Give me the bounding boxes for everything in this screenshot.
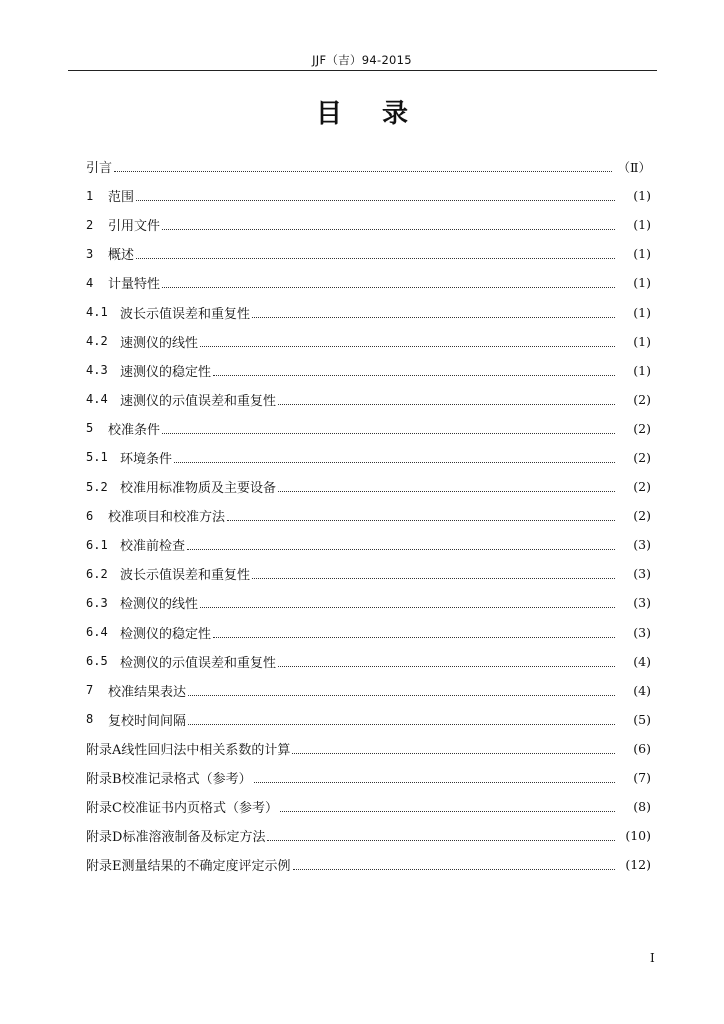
toc-entry-number: 4.1 (86, 305, 108, 320)
toc-entry[interactable] (86, 647, 651, 676)
toc-entry-page: (3) (633, 566, 651, 582)
toc-entry-number: 1 (86, 188, 94, 203)
toc-entry-page: (1) (633, 188, 651, 204)
toc-entry-page: (2) (633, 420, 651, 436)
toc-entry[interactable] (86, 792, 651, 821)
toc-entry[interactable] (86, 385, 651, 414)
toc-entry-label: 波长示值误差和重复性 (120, 306, 251, 322)
toc-entry-number: 6.2 (86, 566, 108, 581)
toc-leader-dots (114, 157, 611, 172)
toc-entry[interactable] (86, 327, 651, 356)
toc-leader-dots (254, 768, 615, 783)
toc-entry-page: (3) (633, 537, 651, 553)
toc-entry-page: (4) (633, 653, 651, 669)
toc-entry-label: 复校时间间隔 (108, 713, 187, 729)
toc-entry-label: 校准用标准物质及主要设备 (120, 481, 277, 497)
toc-entry-page: (5) (633, 711, 651, 727)
toc-entry-number: 6 (86, 508, 94, 523)
toc-entry-page: (12) (625, 857, 651, 873)
toc-entry[interactable] (86, 210, 651, 239)
toc-entry[interactable] (86, 530, 651, 559)
toc-entry-number: 4.4 (86, 392, 108, 407)
toc-entry-page: (10) (625, 828, 651, 844)
title-char-2: 录 (382, 99, 409, 129)
toc-entry[interactable] (86, 268, 651, 297)
toc-leader-dots (213, 361, 615, 376)
toc-entry-page: (8) (633, 799, 651, 815)
toc-entry-label: 范围 (108, 190, 135, 206)
toc-entry-number: 3 (86, 246, 94, 261)
toc-entry-number: 附录A (86, 742, 122, 758)
toc-entry-label: 引用文件 (108, 219, 161, 235)
toc-leader-dots (162, 419, 615, 434)
toc-leader-dots (136, 186, 615, 201)
toc-leader-dots (278, 477, 615, 492)
page-number: I (650, 951, 655, 965)
toc-entry-label: 检测仪的稳定性 (120, 626, 212, 642)
toc-leader-dots (278, 390, 615, 405)
toc-leader-dots (213, 623, 615, 638)
toc-entry-number: 6.4 (86, 625, 108, 640)
toc-entry-page: (1) (633, 217, 651, 233)
toc-entry-label: 校准条件 (108, 422, 161, 438)
toc-entry-page: (7) (633, 770, 651, 786)
toc-entry-number: 4.2 (86, 334, 108, 349)
toc-leader-dots (293, 855, 615, 870)
toc-leader-dots (252, 564, 615, 579)
toc-entry-page: (2) (633, 391, 651, 407)
toc-leader-dots (188, 710, 615, 725)
toc-entry-page: (3) (633, 624, 651, 640)
toc-entry-number: 5.1 (86, 450, 108, 465)
toc-leader-dots (200, 593, 615, 608)
toc-entry-page: (6) (633, 740, 651, 756)
table-of-contents (86, 152, 651, 879)
toc-entry-number: 附录B (86, 772, 122, 788)
toc-entry-label: 线性回归法中相关系数的计算 (121, 742, 291, 758)
toc-entry-label: 波长示值误差和重复性 (120, 568, 251, 584)
toc-entry[interactable] (86, 705, 651, 734)
toc-leader-dots (174, 448, 615, 463)
document-code: JJF（吉）94-2015 (312, 53, 412, 67)
toc-entry-number: 7 (86, 683, 94, 698)
toc-leader-dots (280, 797, 615, 812)
toc-leader-dots (187, 535, 615, 550)
toc-entry-number: 5.2 (86, 479, 108, 494)
toc-entry-label: 校准记录格式（参考） (121, 772, 252, 788)
toc-leader-dots (188, 681, 615, 696)
toc-entry-number: 4.3 (86, 363, 108, 378)
toc-entry-label: 校准证书内页格式（参考） (121, 801, 278, 817)
toc-entry-label: 引言 (86, 161, 113, 177)
toc-entry[interactable] (86, 472, 651, 501)
toc-entry-page: (1) (633, 362, 651, 378)
toc-entry[interactable] (86, 676, 651, 705)
toc-entry[interactable] (86, 618, 651, 647)
toc-entry[interactable] (86, 763, 651, 792)
page-title (0, 93, 724, 130)
toc-entry-page: (3) (633, 595, 651, 611)
toc-leader-dots (162, 215, 615, 230)
toc-entry[interactable] (86, 181, 651, 210)
toc-leader-dots (162, 273, 615, 288)
toc-entry-page: (2) (633, 479, 651, 495)
toc-entry-page: (1) (633, 275, 651, 291)
toc-entry-label: 速测仪的线性 (120, 335, 199, 351)
toc-entry-page: （Ⅱ） (617, 159, 651, 175)
toc-leader-dots (227, 506, 615, 521)
toc-entry-label: 计量特性 (108, 277, 161, 293)
title-char-1: 目 (315, 99, 342, 129)
toc-entry-page: (2) (633, 508, 651, 524)
toc-entry-page: (1) (633, 304, 651, 320)
toc-entry[interactable] (86, 356, 651, 385)
toc-entry-label: 概述 (108, 248, 135, 264)
toc-entry[interactable] (86, 297, 651, 326)
toc-leader-dots (200, 332, 615, 347)
toc-leader-dots (136, 244, 615, 259)
toc-entry-number: 8 (86, 712, 94, 727)
toc-entry-number: 6.5 (86, 654, 108, 669)
toc-entry-number: 6.1 (86, 537, 108, 552)
toc-entry-number: 4 (86, 275, 94, 290)
toc-entry-label: 速测仪的稳定性 (120, 364, 212, 380)
toc-entry-label: 速测仪的示值误差和重复性 (120, 393, 277, 409)
toc-entry-label: 测量结果的不确定度评定示例 (121, 859, 291, 875)
toc-entry-number: 附录C (86, 801, 122, 817)
toc-entry-label: 标准溶液制备及标定方法 (122, 830, 266, 846)
toc-entry-label: 检测仪的示值误差和重复性 (120, 655, 277, 671)
toc-entry-page: (4) (633, 682, 651, 698)
toc-entry[interactable] (86, 734, 651, 763)
toc-entry-page: (1) (633, 246, 651, 262)
toc-entry[interactable] (86, 588, 651, 617)
toc-entry-label: 校准项目和校准方法 (108, 510, 226, 526)
toc-entry-label: 校准结果表达 (108, 684, 187, 700)
toc-entry-number: 2 (86, 217, 94, 232)
toc-entry[interactable] (86, 443, 651, 472)
toc-entry[interactable] (86, 152, 651, 181)
toc-leader-dots (292, 739, 615, 754)
toc-entry-label: 环境条件 (120, 451, 173, 467)
toc-entry-label: 检测仪的线性 (120, 597, 199, 613)
toc-entry-number: 5 (86, 421, 94, 436)
toc-entry[interactable] (86, 501, 651, 530)
toc-entry-number: 6.3 (86, 595, 108, 610)
toc-leader-dots (252, 303, 615, 318)
toc-entry[interactable] (86, 559, 651, 588)
toc-entry-label: 校准前检查 (120, 539, 186, 555)
toc-entry-page: (1) (633, 333, 651, 349)
toc-entry[interactable] (86, 821, 651, 850)
toc-entry-page: (2) (633, 449, 651, 465)
toc-entry[interactable] (86, 239, 651, 268)
toc-entry[interactable] (86, 414, 651, 443)
toc-entry[interactable] (86, 850, 651, 879)
toc-leader-dots (278, 652, 615, 667)
toc-entry-number: 附录D (86, 830, 123, 846)
header-rule (68, 70, 657, 71)
toc-entry-number: 附录E (86, 859, 122, 875)
toc-leader-dots (267, 826, 615, 841)
